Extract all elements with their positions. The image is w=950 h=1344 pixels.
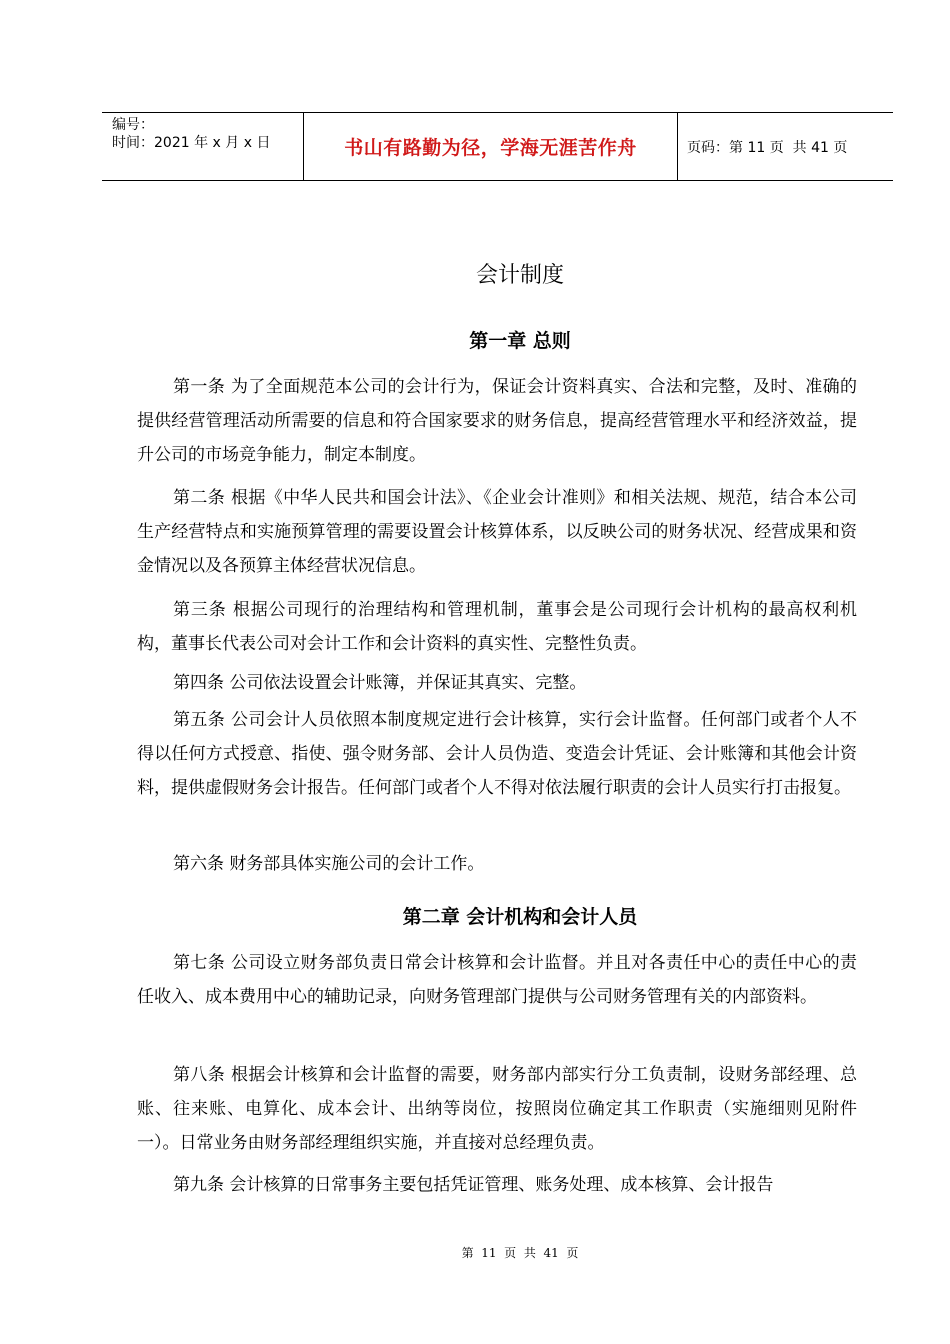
article-2: 第二条 根据《中华人民共和国会计法》、《企业会计准则》和相关法规、规范，结合本公司生产经营特点和实施预算管理的需要设置会计核算体系，以反映公司的财务状况、经营成果和资金情况以及各预算主体经营状况信息。 [137,488,857,576]
article-1: 第一条 为了全面规范本公司的会计行为，保证会计资料真实、合法和完整，及时、准确的提供经营管理活动所需要的信息和符合国家要求的财务信息，提高经营管理水平和经济效益，提升公司的市场竞争能力，制定本制度。 [137,377,857,465]
document-number-label: 编号： [112,117,154,133]
motto-text: 书山有路勤为径，学海无涯苦作舟 [344,137,637,159]
document-time-label: 时间：2021 年 x 月 x 日 [112,135,271,151]
article-4: 第四条 公司依法设置会计账簿，并保证其真实、完整。 [173,673,587,693]
header-table [102,112,893,181]
header-meta-cell [102,113,304,180]
header-page-cell [678,113,893,180]
article-6: 第六条 财务部具体实施公司的会计工作。 [173,854,485,874]
page-footer: 第 11 页 共 41 页 [461,1246,579,1260]
article-7: 第七条 公司设立财务部负责日常会计核算和会计监督。并且对各责任中心的责任中心的责任收入、成本费用中心的辅助记录，向财务管理部门提供与公司财务管理有关的内部资料。 [137,953,857,1007]
article-8: 第八条 根据会计核算和会计监督的需要，财务部内部实行分工负责制，设财务部经理、总账、往来账、电算化、成本会计、出纳等岗位，按照岗位确定其工作职责（实施细则见附件一）。日常业务由财务部经理组织实施，并直接对总经理负责。 [137,1065,857,1153]
chapter-2-title: 第二章 会计机构和会计人员 [402,906,638,928]
chapter-1-title: 第一章 总则 [469,330,571,352]
article-5: 第五条 公司会计人员依照本制度规定进行会计核算，实行会计监督。任何部门或者个人不得以任何方式授意、指使、强令财务部、会计人员伪造、变造会计凭证、会计账簿和其他会计资料，提供虚假财务会计报告。任何部门或者个人不得对依法履行职责的会计人员实行打击报复。 [137,710,857,798]
header-motto-cell [304,113,678,180]
article-9: 第九条 会计核算的日常事务主要包括凭证管理、账务处理、成本核算、会计报告 [173,1175,774,1195]
document-title: 会计制度 [475,263,564,288]
page-code-text: 页码：第 11 页 共 41 页 [687,139,848,156]
article-3: 第三条 根据公司现行的治理结构和管理机制，董事会是公司现行会计机构的最高权利机构，董事长代表公司对会计工作和会计资料的真实性、完整性负责。 [137,600,857,654]
